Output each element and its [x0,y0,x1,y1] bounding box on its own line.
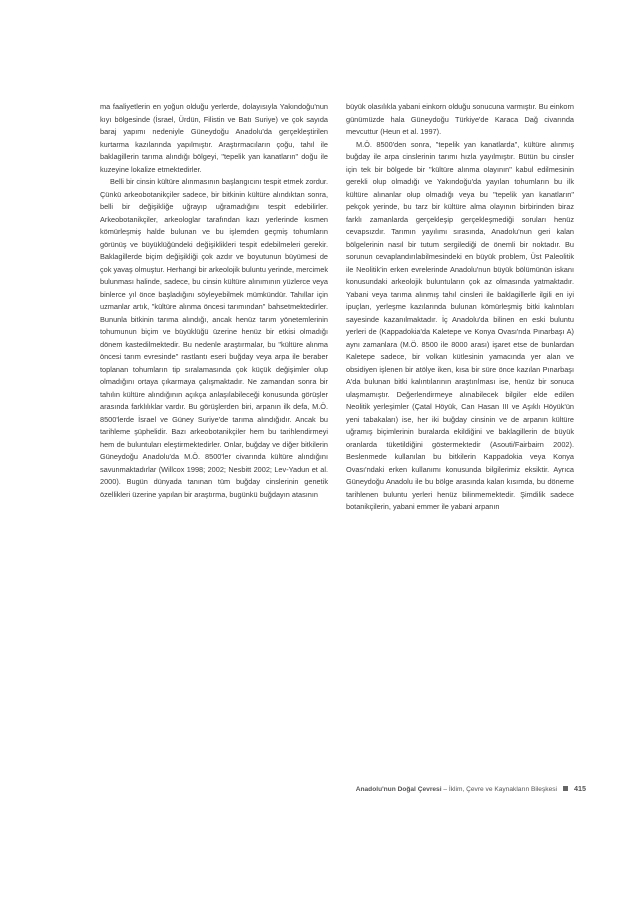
paragraph: Belli bir cinsin kültüre alınmasının başlangıcını tespit etmek zordur. Çünkü arkeobotanikçiler sadece, bir bitkinin kültüre alındıktan sonra, belli bir değişikliğe uğrayıp uğramadığını tespit edebilirler. Arkeobotanikçiler, arkeologlar tarafından kazı yerlerinde kısmen kömürleşmiş halde bulunan ve bu işlemden geçmiş tohumların görünüş ve büyüklüğündeki değişiklikleri tespit edebilmeleri gerekir. Baklagillerde biçim değişikliği çok azdır ve boyutunun büyümesi de çok yavaş olmuştur. Herhangi bir arkeolojik buluntu yerinde, mercimek bulunması halinde, sadece, bu cinsin kültüre alınımının yüzlerce veya binlerce yıl önce başladığını söyleyebilmek mümkündür. Tahıllar için uzmanlar artık, "kültüre alınma öncesi tarımından" bahsetmektedirler. Bununla bitkinin tarıma alındığı, ancak henüz tarım yönetemlerinin tohumunun biçim ve büyüklüğü üzerine henüz bir etkisi olmadığı dönem kastedilmektedir. Bu nedenle araştırmalar, bu "kültüre alınma öncesi tarım evresinde" rastlantı eseri buğday veya arpa ile beraber toplanan tohumların tip sıralamasında çok küçük değişimler olup olmadığını ortaya çıkarmaya çalışmaktadır. Ne zamandan sonra bir tahılın kültüre alındığının açıkça anlaşılabileceği konusunda görüşler arasında farklılıklar vardır. Bu görüşlerden biri, arpanın ilk defa, M.Ö. 8500'lerde İsrael ve Güney Suriye'de tarıma alındığıdır. Ancak bu tarihleme şüphelidir. Bazı arkeobotanikçiler hem bu tarihlendirmeyi hem de buluntuları eleştirmektedirler. Onlar, buğday ve diğer bitkilerin Güneydoğu Anadolu'da M.Ö. 8500'ler civarında kültüre alındığını savunmaktadırlar (Willcox 1998; 2002; Nesbitt 2002; Lev-Yadun et al. 2000). Bugün dünyada tanınan tüm buğday cinslerinin genetik özellikleri üzerine yapılan bir araştırma, bugünkü buğdayın atasının [100,177,328,499]
paragraph: M.Ö. 8500'den sonra, "tepelik yan kanatlarda", kültüre alınmış buğday ile arpa cinslerinin tarımı hızla yayılmıştır. Bütün bu cinsler için tek bir bölgede bir "kültüre alınma olayının" kabul edilmesinin gerekli olup olmadığı ve Yakındoğu'da yayılan tohumların bu ilk kültüre alınanlar olup olmadığı veya bu "tepelik yan kanatların" pekçok yerinde, bu tarz bir kültüre alma olayının birbirinden biraz farklı zamanlarda gerçekleşip gerçekleşmediği soruları henüz cevapsızdır. Tarımın yayılımı sırasında, Anadolu'nun geri kalan bölgelerinin nasıl bir tutum sergilediği de önemli bir noktadır. Bu sorunun cevaplandırılabilmesindeki en büyük problem, Üst Paleolitik ile Neolitik'in erken evrelerinde Anadolu'nun büyük bölümünün iskanı konusundaki arkeolojik buluntuların çok az olmasında yatmaktadır. Yabani veya tarıma alınmış tahıl cinsleri ile baklagillerle ilgili en iyi ipuçları, yerleşme kazılarında bulunan kömürleşmiş bitki kalıntıları sayesinde kazanılmaktadır. İç Anadolu'da bilinen en eski buluntu yerleri de (Kappadokia'da Kaletepe ve Konya Ovası'nda Pınarbaşı A) aynı zamanlara (M.Ö. 8500 ile 8000 arası) işaret etse de bunlardan Kaletepe sadece, bir volkan kütlesinin yamacında yer alan ve obsidiyen işlenen bir atölye iken, kısa bir süre önce kazılan Pınarbaşı A'da bulunan bitki kalıntılarının araştırılması ise, henüz bir sonuca ulaşmamıştır. Değerlendirmeye alınabilecek bilgiler elde edilen Neolitik yerleşimler (Çatal Höyük, Can Hasan III ve Aşıklı Höyük'ün yeni tabakaları) ise, her iki buğday cinsinin ve de arpanın kültüre uğramış biçimlerinin buralarda ekildiğini ve baklagillerin de büyük oranlarda tüketildiğini göstermektedir (Asouti/Fairbairn 2002). Beslenmede kullanılan bu bitkilerin Kappadokia veya Konya Ovası'ndaki erken kullanımı konusunda bilgilerimiz eksiktir. Ayrıca Güneydoğu Anadolu ile bu bölge arasında kalan kısımda, bu döneme tarihlenen buluntu yerleri henüz bilinmemektedir. Şimdilik sadece botanikçilerin, yabani emmer ile yabani arpanın [346,139,574,511]
paragraph: büyük olasılıkla yabani einkorn olduğu sonucuna varmıştır. Bu einkorn günümüzde hala Güneydoğu Türkiye'de Karaca Dağ civarında mevcuttur (Heun et al. 1997). [346,102,574,136]
right-column [346,101,574,514]
square-bullet-icon [563,786,568,791]
page-number: 415 [574,784,586,793]
left-column [100,101,328,501]
paragraph: ma faaliyetlerin en yoğun olduğu yerlerde, dolayısıyla Yakındoğu'nun kıyı bölgesinde (İsrael, Ürdün, Filistin ve Batı Suriye) ve çok sayıda baraj yapımı nedeniyle Güneydoğu Anadolu'da gerçekleştirilen kurtarma kazılarında yapılmıştır. Araştırmacıların çoğu, tahıl ile baklagillerin tarıma alındığı bölgeyi, "tepelik yan kanatların" doğu ile kuzeyine lokalize etmektedirler. [100,102,328,174]
page-footer [356,784,586,793]
footer-title-bold: Anadolu'nun Doğal Çevresi [355,786,442,793]
footer-title-rest: – İklim, Çevre ve Kaynakların Bileşkesi [441,786,557,793]
